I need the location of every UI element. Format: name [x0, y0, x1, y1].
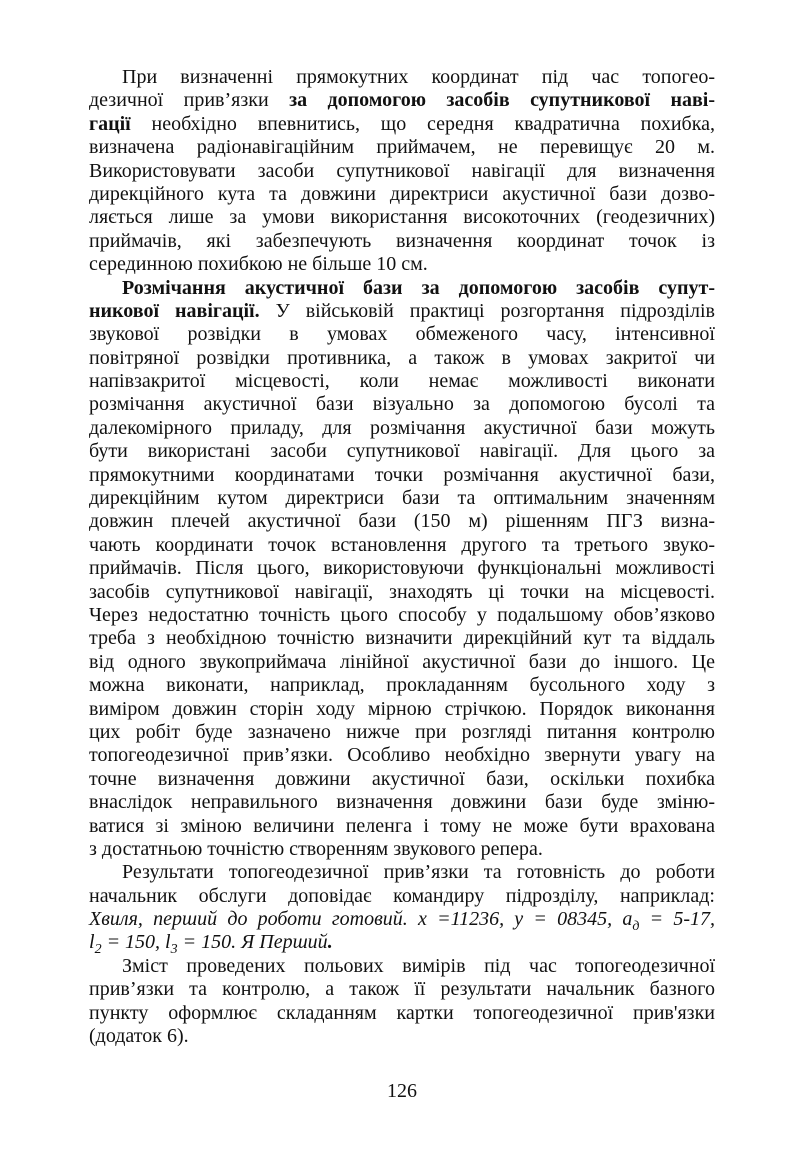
text-line	[89, 955, 715, 978]
text-run: начальник обслуги доповідає командиру підрозділу, наприклад:	[89, 884, 715, 907]
text-line	[89, 768, 715, 791]
text-line	[89, 1025, 715, 1048]
text-run: напівзакритої місцевості, коли немає можливості виконати	[89, 370, 715, 393]
text-run: серединною похибкою не більше 10 см.	[89, 253, 428, 276]
text-run: далекомірного приладу, для розмічання акустичної бази можуть	[89, 416, 715, 439]
text-line	[89, 885, 715, 908]
text-run: приймачів, які забезпечують визначення координат точок із	[89, 229, 715, 252]
text-line	[89, 300, 715, 323]
text-run: При визначенні прямокутних координат під час топогео-	[122, 66, 715, 88]
text-run: 3	[170, 942, 178, 958]
text-line	[89, 861, 715, 884]
text-run: дезичної прив’язки	[89, 89, 290, 112]
text-line	[89, 440, 715, 463]
text-run: Розмічання акустичної бази за допомогою засобів супут-	[122, 276, 715, 299]
text-line	[89, 113, 715, 136]
text-line	[89, 253, 715, 276]
text-line	[89, 721, 715, 744]
text-line	[89, 510, 715, 533]
text-line	[89, 651, 715, 674]
text-run: з достатньою точністю створенням звукового репера.	[89, 837, 543, 860]
text-run: звукової розвідки в умовах обмеженого часу, інтенсивної	[89, 323, 715, 346]
text-line	[89, 464, 715, 487]
text-run: = 5-17,	[639, 908, 716, 931]
text-run: цих робіт буде зазначено нижче при розгляді питання контролю	[89, 720, 715, 743]
text-run: Хвиля, перший до роботи готовий. х =11236, у = 08345, а	[89, 908, 633, 931]
text-line	[89, 908, 716, 935]
text-run: топогеодезичної прив’язки. Особливо необхідно звернути увагу на	[89, 744, 715, 767]
text-run: бути використані засоби супутникової навігації. Для цього за	[89, 440, 715, 463]
text-line	[89, 417, 715, 440]
text-run: гації	[89, 112, 131, 135]
text-run: прямокутними координатами точки розмічання акустичної бази,	[89, 463, 715, 486]
text-run: треба з необхідною точністю визначити дирекційний кут та віддаль	[89, 627, 715, 650]
text-line	[89, 557, 715, 580]
text-line	[89, 277, 715, 300]
text-run: дирекційного кута та довжини директриси акустичної бази дозво-	[89, 182, 715, 205]
text-run: 2	[94, 942, 102, 958]
text-line	[89, 66, 715, 89]
text-run: д	[632, 919, 640, 935]
text-run: від одного звукоприймача лінійної акустичної бази до іншого. Це	[89, 650, 715, 673]
text-run: .	[327, 931, 333, 954]
text-run: дирекційним кутом директриси бази та оптимальним значенням	[89, 487, 715, 510]
text-run: чають координати точок встановлення другого та третього звуко-	[89, 533, 715, 556]
text-line	[89, 931, 715, 958]
text-line	[89, 744, 715, 767]
text-line	[89, 698, 715, 721]
text-run: пункту оформлює складанням картки топогеодезичної прив'язки	[89, 1001, 715, 1024]
text-run: ватися зі зміною величини пеленга і тому не може бути врахована	[89, 814, 715, 837]
text-line	[89, 978, 715, 1001]
text-line	[89, 1002, 715, 1025]
text-run: l	[89, 931, 95, 954]
text-run: Через недостатню точність цього способу у подальшому обов’язково	[89, 603, 715, 626]
text-run: засобів супутникової навігації, знаходять ці точки на місцевості.	[89, 580, 715, 603]
text-line	[89, 581, 715, 604]
text-run: ляється лише за умови використання високоточних (геодезичних)	[89, 206, 715, 229]
page-number: 126	[387, 1080, 417, 1102]
text-line	[89, 393, 715, 416]
text-line	[89, 136, 715, 159]
text-run: У військовій практиці розгортання підрозділів	[259, 299, 715, 322]
text-run: никової навігації.	[89, 299, 260, 322]
text-run: Використовувати засоби супутникової навігації для визначення	[89, 159, 715, 182]
text-line	[89, 815, 715, 838]
text-line	[89, 323, 715, 346]
text-run: повітряної розвідки противника, а також в умовах закритої чи	[89, 346, 715, 369]
text-run: довжин плечей акустичної бази (150 м) рішенням ПГЗ визна-	[89, 510, 715, 533]
text-line	[89, 674, 715, 697]
text-line	[89, 206, 715, 229]
text-run: приймачів. Після цього, використовуючи функціональні можливості	[89, 557, 715, 580]
body-text	[89, 66, 715, 1048]
text-run: виміром довжин сторін ходу мірною стрічкою. Порядок виконання	[89, 697, 715, 720]
text-line	[89, 534, 715, 557]
text-line	[89, 183, 715, 206]
text-run: за допомогою засобів супутникової наві-	[289, 89, 716, 112]
text-line	[89, 838, 715, 861]
text-line	[89, 487, 715, 510]
text-run: точне визначення довжини акустичної бази, оскільки похибка	[89, 767, 715, 790]
text-run: Зміст проведених польових вимірів під час топогеодезичної	[122, 954, 715, 977]
text-run: внаслідок неправильного визначення довжини бази буде зміню-	[89, 791, 715, 814]
text-line	[89, 370, 715, 393]
text-run: визначена радіонавігаційним приймачем, не перевищує 20 м.	[89, 136, 715, 159]
text-run: = 150. Я Перший	[177, 931, 328, 954]
text-line	[89, 347, 715, 370]
text-run: можна виконати, наприклад, прокладанням бусольного ходу з	[89, 674, 715, 697]
text-run: = 150, l	[101, 931, 171, 954]
text-run: Результати топогеодезичної прив’язки та готовність до роботи	[122, 861, 715, 884]
text-line	[89, 160, 715, 183]
text-line	[89, 627, 715, 650]
text-run: розмічання акустичної бази візуально за допомогою бусолі та	[89, 393, 715, 416]
text-run: (додаток 6).	[89, 1025, 189, 1048]
text-line	[89, 89, 715, 112]
text-run: прив’язки та контролю, а також її результати начальник базного	[89, 978, 715, 1001]
text-line	[89, 791, 715, 814]
text-run: необхідно впевнитись, що середня квадратична похибка,	[130, 112, 715, 135]
text-line	[89, 604, 715, 627]
text-line	[89, 230, 715, 253]
